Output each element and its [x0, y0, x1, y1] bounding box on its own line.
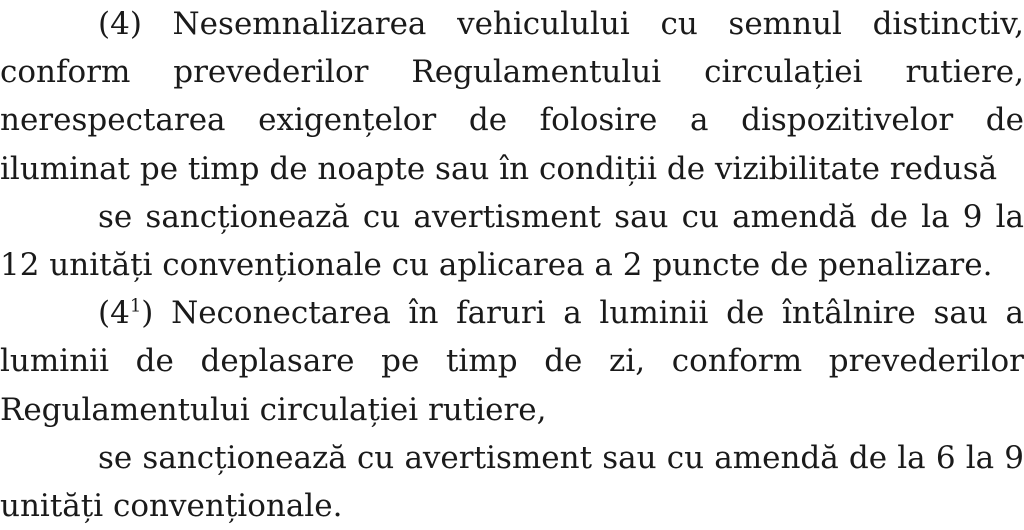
clause-text: Neconectarea în faruri a luminii de întâlnire sau a luminii de deplasare pe timp de zi, conform prevederilor Regulamentului circulației rutiere, — [0, 295, 1024, 428]
sanction-paragraph-4-1: se sancționează cu avertisment sau cu amendă de la 6 la 9 unități convenționale. — [0, 439, 1024, 525]
clause-paragraph-4-1 — [0, 289, 1024, 434]
clause-paragraph-4: (4) Nesemnalizarea vehiculului cu semnul distinctiv, conform prevederilor Regulamentului circulației rutiere, nerespectarea exigențelor de folosire a dispozitivelor de iluminat pe timp de noapte sau în condiții de vizibilitate redusă — [0, 6, 1024, 187]
clause-number-close: ) — [141, 295, 154, 332]
clause-number-superscript: 1 — [129, 295, 142, 317]
sanction-paragraph-4: se sancționează cu avertisment sau cu amendă de la 9 la 12 unități convenționale cu aplicarea a 2 puncte de penalizare. — [0, 198, 1024, 284]
clause-number-open: (4 — [98, 295, 130, 332]
